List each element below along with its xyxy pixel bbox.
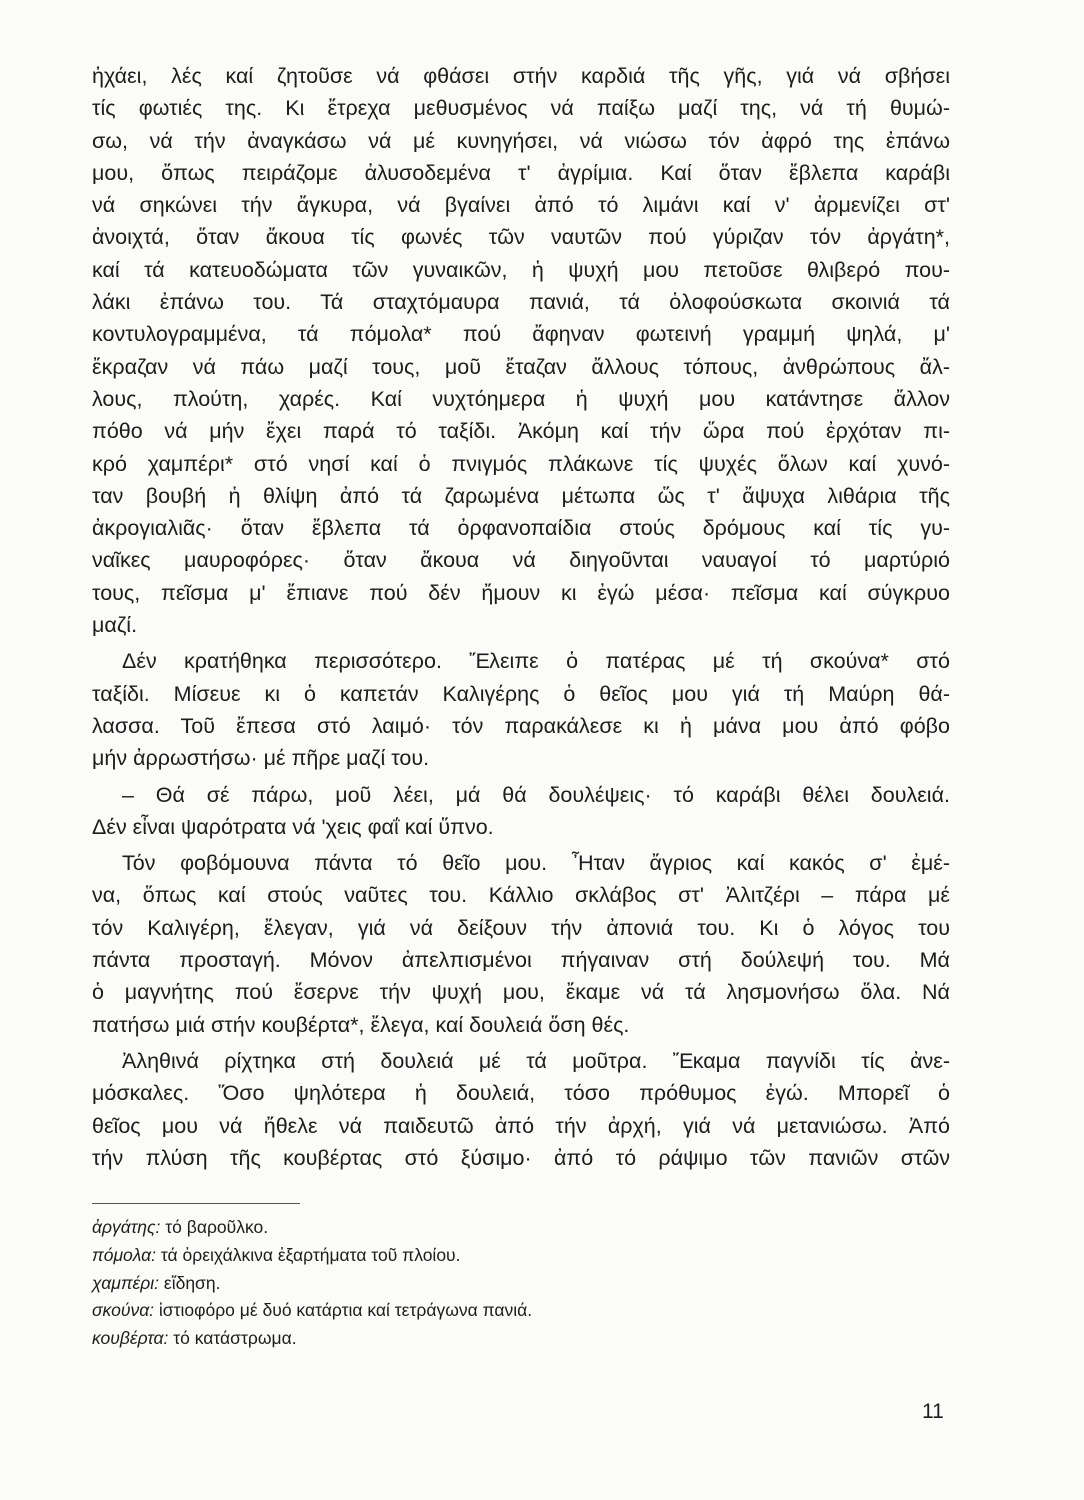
footnote-definition: εἴδηση. — [163, 1272, 221, 1293]
footnote-definition: ἱστιοφόρο μέ δυό κατάρτια καί τετράγωνα πανιά. — [158, 1300, 533, 1321]
text-line: σω, νά τήν ἀναγκάσω νά μέ κυνηγήσει, νά νιώσω τόν ἀφρό της ἐπάνω — [92, 128, 950, 153]
text-line: μήν ἀρρωστήσω· μέ πῆρε μαζί του. — [92, 746, 430, 771]
footnote-term: πόμολα: — [92, 1244, 156, 1265]
text-line: τους, πεῖσμα μ' ἔπιανε πού δέν ἤμουν κι ἐγώ μέσα· πεῖσμα καί σύγκρυο — [92, 580, 950, 605]
text-line: ἀκρογιαλιᾶς· ὅταν ἔβλεπα τά ὀρφανοπαίδια στούς δρόμους καί τίς γυ- — [92, 516, 950, 541]
text-line: κοντυλογραμμένα, τά πόμολα* πού ἄφηναν φωτεινή γραμμή ψηλά, μ' — [92, 322, 950, 347]
body-text — [92, 60, 950, 1174]
footnote-definition: τό βαροῦλκο. — [165, 1217, 269, 1237]
text-line: να, ὅπως καί στούς ναῦτες του. Κάλλιο σκλάβος στ' Ἀλιτζέρι – πάρα μέ — [92, 883, 950, 908]
text-line: κρό χαμπέρι* στό νησί καί ὁ πνιγμός πλάκωνε τίς ψυχές ὅλων καί χυνό- — [92, 451, 950, 476]
footnote-term: ἀργάτης: — [92, 1217, 161, 1237]
footnote — [92, 1214, 950, 1242]
text-line: πατήσω μιά στήν κουβέρτα*, ἔλεγα, καί δουλειά ὅση θές. — [92, 1012, 630, 1037]
text-line: νά σηκώνει τήν ἄγκυρα, νά βγαίνει ἀπό τό λιμάνι καί ν' ἀρμενίζει στ' — [92, 193, 950, 218]
text-line: μόσκαλες. Ὅσο ψηλότερα ἡ δουλειά, τόσο πρόθυμος ἐγώ. Μπορεῖ ὁ — [92, 1081, 950, 1106]
paragraph — [92, 847, 950, 1041]
text-line: τόν Καλιγέρη, ἔλεγαν, γιά νά δείξουν τήν ἀπονιά του. Κι ὁ λόγος του — [92, 915, 950, 940]
footnote — [92, 1270, 950, 1298]
text-line: τήν πλύση τῆς κουβέρτας στό ξύσιμο· ἀπό τό ράψιμο τῶν πανιῶν στῶν — [92, 1145, 950, 1170]
footnote — [92, 1242, 950, 1270]
paragraph — [92, 645, 950, 774]
page-number: 11 — [922, 1400, 944, 1423]
footnote-term: κουβέρτα: — [92, 1328, 169, 1349]
text-line: καί τά κατευοδώματα τῶν γυναικῶν, ἡ ψυχή μου πετοῦσε θλιβερό που- — [92, 257, 950, 282]
paragraph — [92, 60, 950, 641]
text-line: μαζί. — [92, 613, 138, 638]
text-line: λασσα. Τοῦ ἔπεσα στό λαιμό· τόν παρακάλεσε κι ἡ μάνα μου ἀπό φόβο — [92, 713, 950, 738]
text-line: τίς φωτιές της. Κι ἔτρεχα μεθυσμένος νά παίξω μαζί της, νά τή θυμώ- — [92, 96, 950, 121]
text-line: ἠχάει, λές καί ζητοῦσε νά φθάσει στήν καρδιά τῆς γῆς, γιά νά σβήσει — [92, 64, 950, 88]
paragraph — [92, 1045, 950, 1174]
footnotes — [92, 1214, 950, 1353]
text-line: ἔκραζαν νά πάω μαζί τους, μοῦ ἔταζαν ἄλλους τόπους, ἀνθρώπους ἄλ- — [92, 354, 950, 379]
footnote-term: χαμπέρι: — [92, 1272, 160, 1293]
text-line: λους, πλούτη, χαρές. Καί νυχτόημερα ἡ ψυχή μου κατάντησε ἄλλον — [92, 386, 950, 411]
footnote — [92, 1297, 950, 1325]
text-line: ὁ μαγνήτης πού ἔσερνε τήν ψυχή μου, ἔκαμε νά τά λησμονήσω ὅλα. Νά — [92, 980, 950, 1005]
footnote — [92, 1325, 950, 1353]
text-line: θεῖος μου νά ἤθελε νά παιδευτῶ ἀπό τήν ἀρχή, γιά νά μετανιώσω. Ἀπό — [92, 1113, 950, 1138]
footnote-definition: τά ὀρειχάλκινα ἐξαρτήματα τοῦ πλοίου. — [160, 1244, 461, 1265]
text-line: ταν βουβή ἡ θλίψη ἀπό τά ζαρωμένα μέτωπα ὥς τ' ἄψυχα λιθάρια τῆς — [92, 483, 950, 508]
footnote-divider — [92, 1203, 300, 1204]
text-line: Τόν φοβόμουνα πάντα τό θεῖο μου. Ἦταν ἄγριος καί κακός σ' ἐμέ- — [122, 851, 950, 876]
text-line: Δέν εἶναι ψαρότρατα νά 'χεις φαΐ καί ὕπνο. — [92, 814, 494, 839]
text-line: μου, ὅπως πειράζομε ἀλυσοδεμένα τ' ἀγρίμια. Καί ὅταν ἔβλεπα καράβι — [92, 160, 950, 185]
text-line: λάκι ἐπάνω του. Τά σταχτόμαυρα πανιά, τά ὁλοφούσκωτα σκοινιά τά — [92, 290, 950, 315]
text-line: ναῖκες μαυροφόρες· ὅταν ἄκουα νά διηγοῦνται ναυαγοί τό μαρτύριό — [92, 548, 950, 573]
text-line: Ἀληθινά ρίχτηκα στή δουλειά μέ τά μοῦτρα. Ἔκαμα παγνίδι τίς ἀνε- — [122, 1048, 950, 1073]
footnote-definition: τό κατάστρωμα. — [173, 1328, 297, 1349]
text-line: Δέν κρατήθηκα περισσότερο. Ἔλειπε ὁ πατέρας μέ τή σκούνα* στό — [122, 649, 950, 674]
text-line: πόθο νά μήν ἔχει παρά τό ταξίδι. Ἀκόμη καί τήν ὥρα πού ἐρχόταν πι- — [92, 419, 950, 444]
text-line: πάντα προσταγή. Μόνον ἀπελπισμένοι πήγαιναν στή δούλεψή του. Μά — [92, 948, 950, 973]
text-line: ταξίδι. Μίσευε κι ὁ καπετάν Καλιγέρης ὁ θεῖος μου γιά τή Μαύρη θά- — [92, 681, 950, 706]
text-line: ἀνοιχτά, ὅταν ἄκουα τίς φωνές τῶν ναυτῶν πού γύριζαν τόν ἀργάτη*, — [92, 225, 950, 250]
footnote-term: σκούνα: — [92, 1300, 155, 1321]
paragraph — [92, 779, 950, 844]
text-line: – Θά σέ πάρω, μοῦ λέει, μά θά δουλέψεις· τό καράβι θέλει δουλειά. — [122, 782, 950, 807]
